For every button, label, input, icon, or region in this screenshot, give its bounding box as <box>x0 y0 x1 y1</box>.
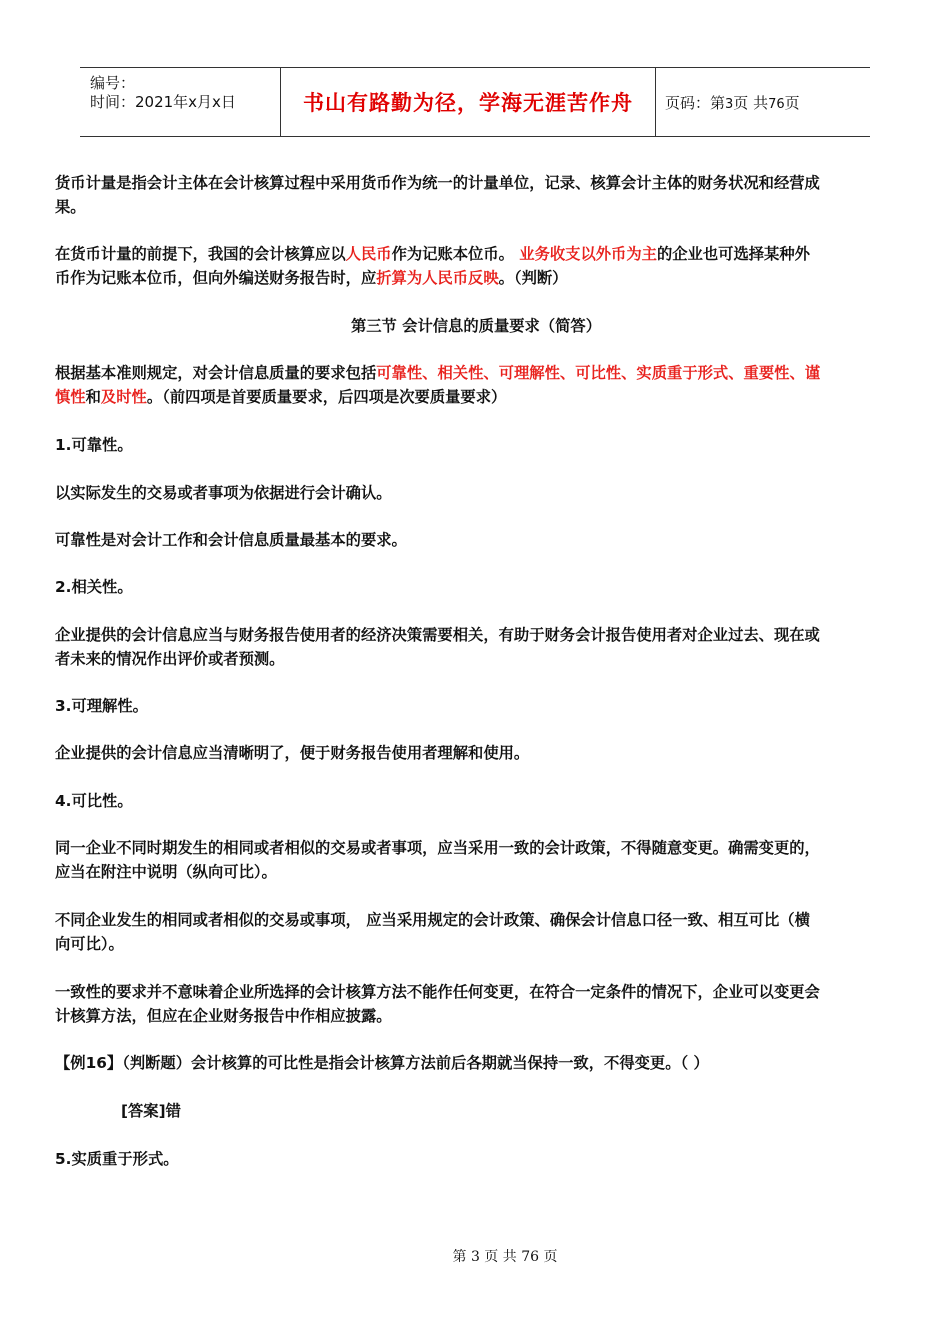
paragraph-currency-measure-line1: 货币计量是指会计主体在会计核算过程中采用货币作为统一的计量单位，记录、核算会计主体的财务状况和经营成 <box>55 174 820 192</box>
paragraph-currency-measure-line2: 果。 <box>55 198 86 216</box>
heading-understandability: 3.可理解性。 <box>55 697 148 715</box>
header-motto-cell <box>280 68 656 136</box>
quality-substance-over-form: 实质重于形式 <box>636 364 729 382</box>
header-motto: 书山有路勤为径，学海无涯苦作舟 <box>303 90 633 115</box>
paragraph-relevance-line1: 企业提供的会计信息应当与财务报告使用者的经济决策需要相关，有助于财务会计报告使用者对企业过去、现在或 <box>55 626 820 644</box>
paragraph-consistency-line1: 一致性的要求并不意味着企业所选择的会计核算方法不能作任何变更，在符合一定条件的情况下，企业可以变更会 <box>55 983 820 1001</box>
header-page-indicator: 页码：第3页 共76页 <box>665 93 800 112</box>
heading-substance-over-form: 5.实质重于形式。 <box>55 1150 179 1168</box>
heading-reliability: 1.可靠性。 <box>55 436 133 454</box>
paragraph-base-currency-line2: 币作为记账本位币，但向外编送财务报告时，应折算为人民币反映。（判断） <box>55 269 568 287</box>
header-page-total: 76 <box>768 96 785 112</box>
section-title: 第三节 会计信息的质量要求（简答） <box>350 317 602 335</box>
paragraph-understandability: 企业提供的会计信息应当清晰明了，便于财务报告使用者理解和使用。 <box>55 744 530 762</box>
quality-prudence-part2: 慎性 <box>55 388 86 406</box>
paragraph-comparability-horizontal-line2: 向可比）。 <box>55 935 124 953</box>
paragraph-base-currency-line1: 在货币计量的前提下，我国的会计核算应以人民币作为记账本位币。 业务收支以外币为主的企业也可选择某种外 <box>55 245 810 263</box>
quality-materiality: 重要性 <box>743 364 790 382</box>
quality-reliability: 可靠性 <box>376 364 423 382</box>
document-number-label: 编号： <box>90 74 136 92</box>
paragraph-relevance-line2: 者未来的情况作出评价或者预测。 <box>55 650 285 668</box>
document-time-label: 时间：2021年x月x日 <box>90 93 236 111</box>
example-16-answer: [答案]错 <box>121 1102 181 1120</box>
highlight-foreign-currency: 业务收支以外币为主 <box>519 245 657 263</box>
header-page-cell <box>655 68 870 136</box>
paragraph-comparability-horizontal-line1: 不同企业发生的相同或者相似的交易或事项， 应当采用规定的会计政策、确保会计信息口径一致、相互可比（横 <box>55 911 810 929</box>
paragraph-comparability-vertical-line2: 应当在附注中说明（纵向可比）。 <box>55 863 277 881</box>
paragraph-reliability-1: 以实际发生的交易或者事项为依据进行会计确认。 <box>55 484 392 502</box>
header-meta-cell <box>80 68 280 136</box>
example-16: 【例16】（判断题）会计核算的可比性是指会计核算方法前后各期就当保持一致，不得变更。（ ） <box>55 1054 709 1072</box>
quality-relevance: 相关性 <box>437 364 484 382</box>
page-footer: 第 3 页 共 76 页 <box>452 1249 558 1265</box>
paragraph-consistency-line2: 计核算方法，但应在企业财务报告中作相应披露。 <box>55 1007 392 1025</box>
paragraph-quality-requirements-line2: 慎性和及时性。（前四项是首要质量要求，后四项是次要质量要求） <box>55 388 507 406</box>
header-page-number: 3 <box>725 96 734 112</box>
paragraph-reliability-2: 可靠性是对会计工作和会计信息质量最基本的要求。 <box>55 531 407 549</box>
heading-comparability: 4.可比性。 <box>55 792 133 810</box>
quality-prudence-part1: 谨 <box>804 364 821 382</box>
quality-understandability: 可理解性 <box>498 364 560 382</box>
page-header <box>80 67 870 137</box>
highlight-rmb: 人民币 <box>345 245 392 263</box>
paragraph-quality-requirements-line1: 根据基本准则规定，对会计信息质量的要求包括可靠性、相关性、可理解性、可比性、实质重于形式、重要性、谨 <box>55 364 821 382</box>
highlight-convert-rmb: 折算为人民币反映 <box>376 269 499 287</box>
quality-comparability: 可比性 <box>575 364 622 382</box>
quality-timeliness: 及时性 <box>100 388 147 406</box>
paragraph-comparability-vertical-line1: 同一企业不同时期发生的相同或者相似的交易或者事项，应当采用一致的会计政策，不得随意变更。确需变更的， <box>55 839 820 857</box>
heading-relevance: 2.相关性。 <box>55 578 133 596</box>
